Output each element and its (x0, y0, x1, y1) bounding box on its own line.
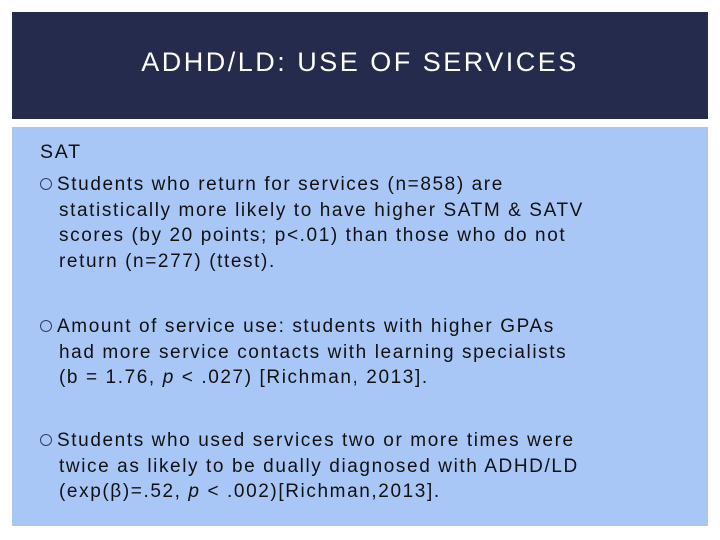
bullet-circle-icon (40, 320, 52, 332)
p-symbol: p (162, 367, 175, 388)
slide-title: ADHD/LD: USE OF SERVICES (141, 47, 579, 77)
bullet-circle-icon (40, 178, 52, 190)
section-label: SAT (40, 141, 82, 163)
bullet-item (40, 428, 690, 505)
bullet-line (40, 428, 690, 454)
bullet-text: Students who used services two or more times were (57, 430, 575, 451)
bullet-item (40, 172, 690, 274)
bullet-text: < .002)[Richman,2013]. (200, 481, 441, 502)
bullet-text: Amount of service use: students with higher GPAs (57, 316, 555, 337)
bullet-line (40, 172, 690, 198)
bullet-text: (exp(β)=.52, (59, 481, 189, 502)
bullet-line (40, 314, 690, 340)
bullet-text: < .027) [Richman, 2013]. (174, 367, 429, 388)
bullet-text: (b = 1.76, (59, 367, 163, 388)
bullet-line: statistically more likely to have higher SATM & SATV (59, 199, 584, 221)
bullet-line: scores (by 20 points; p<.01) than those who do not (59, 225, 567, 246)
title-bar (12, 12, 708, 119)
bullet-line: had more service contacts with learning specialists (59, 341, 568, 363)
bullet-text: Students who return for services (n=858) are (57, 174, 504, 195)
content-panel (12, 127, 708, 526)
bullet-item (40, 314, 690, 391)
bullet-line: return (n=277) (ttest). (59, 250, 276, 272)
p-symbol: p (188, 481, 201, 502)
bullet-line: twice as likely to be dually diagnosed with ADHD/LD (59, 455, 579, 477)
bullet-line (40, 365, 690, 391)
bullet-line (40, 479, 690, 505)
bullet-circle-icon (40, 434, 52, 446)
